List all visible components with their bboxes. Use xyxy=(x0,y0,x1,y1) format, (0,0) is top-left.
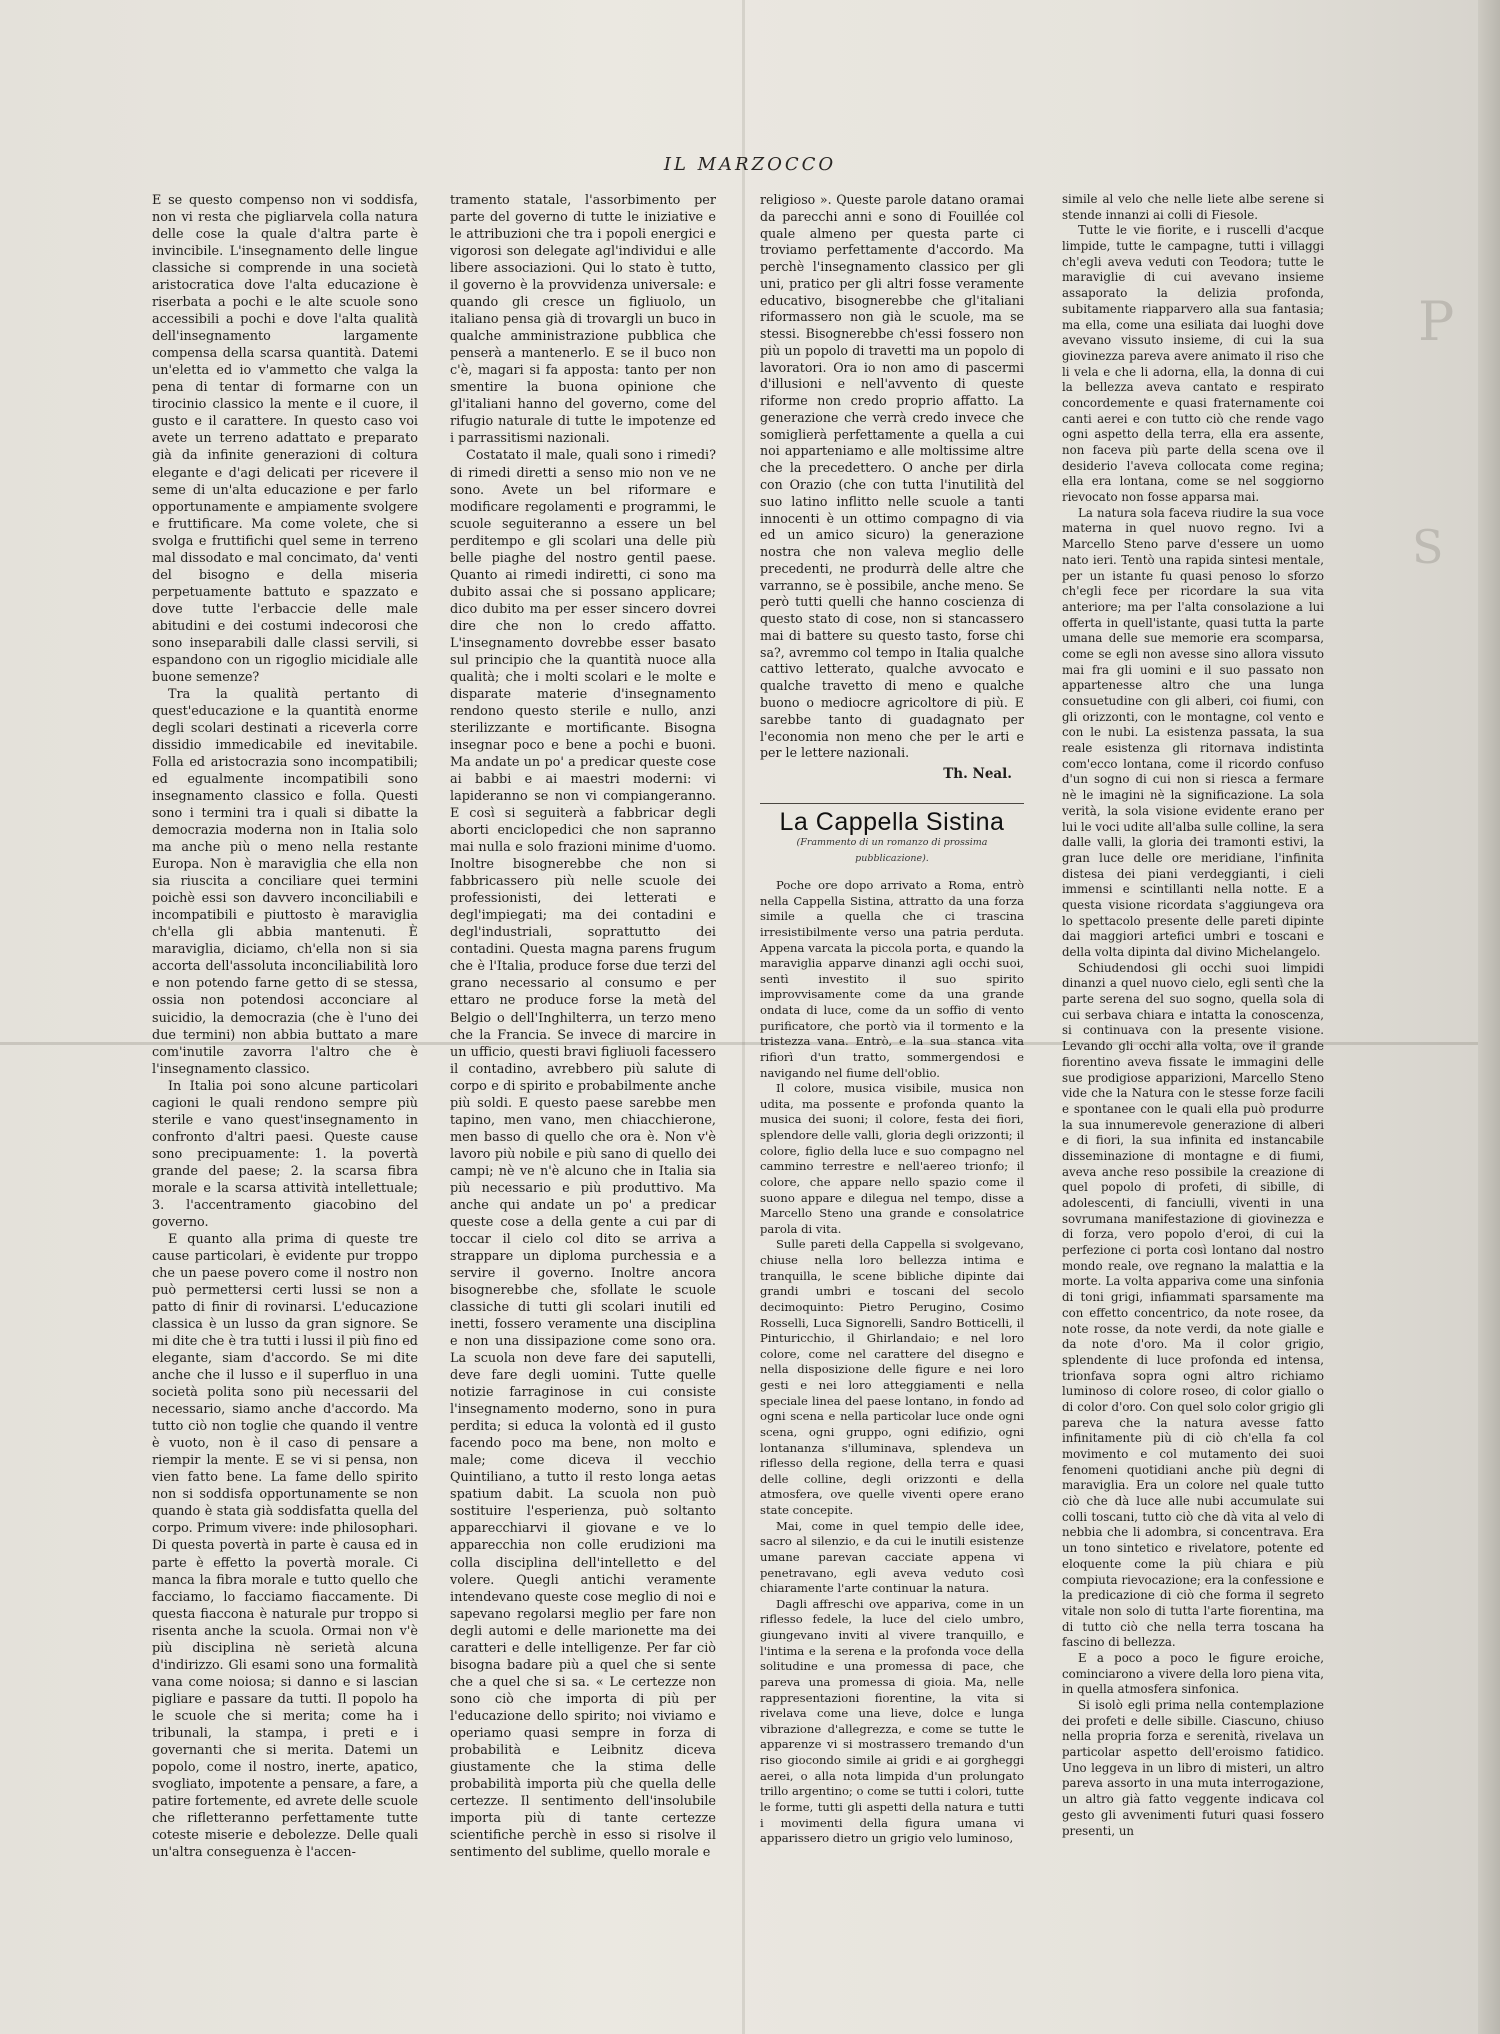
article-subtitle: (Frammento di un romanzo di prossima pubblicazione). xyxy=(796,836,988,865)
paragraph: Il colore, musica visibile, musica non udita, ma possente e profonda quanto la musica dei suoni; il colore, festa dei fiori, splendore delle valli, gloria degli orizzonti; il colore, figlio della luce e suo compagno nel cammino terrestre e nell'aereo trionfo; il colore, che appare nello spazio come il suono appare e dilegua nel tempo, disse a Marcello Steno una grande e consolatrice parola di vita. xyxy=(760,1081,1024,1236)
paragraph: In Italia poi sono alcune particolari cagioni le quali rendono sempre più sterile e vano quest'insegnamento in confronto d'altri paesi. Queste cause sono precipuamente: 1. la povertà grande del paese; 2. la scarsa fibra morale e la scarsa attività intellettuale; 3. l'accentramento giacobino del governo. xyxy=(152,1078,418,1230)
paragraph: E se questo compenso non vi soddisfa, non vi resta che pigliarvela colla natura delle cose la quale d'altra parte è invincibile. L'insegnamento delle lingue classiche si comprende in una società aristocratica dove l'alta educazione è riserbata a pochi e le alte scuole sono accessibili a pochi e dove l'alta qualità dell'insegnamento largamente compensa della scarsa quantità. Datemi un'eletta ed io v'ammetto che valga la pena di tentar di formarne con un tirocinio classico la mente e il cuore, il gusto e il carattere. In questo caso voi avete un terreno adattato e preparato già da infinite generazioni di coltura elegante e d'agi delicati per ricevere il seme di un'alta educazione e per farlo opportunamente e ampiamente svolgere e fruttificare. Ma come volete, che si svolga e fruttifichi quel seme in terreno mal dissodato e mal concimato, da' venti del bisogno e della miseria perpetuamente battuto e spazzato e dove tutte l'erbaccie delle male abitudini e dei costumi indecorosi che sono inseparabili dalle classi servili, si espandono con un rigoglio micidiale alle buone semenze? xyxy=(152,193,418,685)
paragraph: Costatato il male, quali sono i rimedi? di rimedi diretti a senso mio non ve ne sono. Avete un bel riformare e modificare regolamenti e programmi, le scuole seguiteranno a essere un bel perditempo e gli scolari una delle più belle piaghe del nostro gentil paese. Quanto ai rimedi indiretti, ci sono ma dubito assai che si possano applicare; dico dubito ma per esser sincero dovrei dire che non lo credo affatto. L'insegnamento dovrebbe esser basato sul principio che la quantità nuoce alla qualità; che i molti scolari e le molte e disparate materie d'insegnamento rendono questo sterile e nullo, anzi sterilizzante e mortificante. Bisogna insegnar poco e bene a pochi e buoni. Ma andate un po' a predicar queste cose ai babbi e ai maestri moderni: vi lapideranno se non vi compiangeranno. E così si seguiterà a fabbricar degli aborti enciclopedici che non sapranno mai nulla e solo frazioni minime d'uomo. Inoltre bisognerebbe che non si fabbricassero più nelle scuole dei professionisti, dei letterati e degl'impiegati; ma dei contadini e degl'industriali, soprattutto dei contadini. Questa magna parens frugum che è l'Italia, produce forse due terzi del grano necessario al consumo e per ettaro ne produce forse la metà del Belgio o dell'Inghilterra, un terzo meno che la Francia. Se invece di marcire in un ufficio, questi bravi figliuoli facessero il contadino, avrebbero più salute di corpo e di spirito e probabilmente anche più soldi. E questo paese sarebbe men tapino, men vano, men chiacchierone, men basso di quello che ora è. Non v'è lavoro più nobile e più sano di quello dei campi; nè ve n'è alcuno che in Italia sia più necessario e più produttivo. Ma anche qui andate un po' a predicar queste cose a della gente a cui par di toccar il cielo col dito se arriva a strappare un diploma purchessia e a servire il governo. Inoltre ancora bisognerebbe che, sfollate le scuole classiche di tutti gli scolari inutili ed inetti, fossero veramente una disciplina e non una dissipazione come sono ora. La scuola non deve fare dei saputelli, deve fare degli uomini. Tutte quelle notizie farraginose in cui consiste l'insegnamento moderno, sono in pura perdita; si educa la volontà ed il gusto facendo poco ma bene, non molto e male; come diceva il vecchio Quintiliano, a tutto il resto longa aetas spatium dabit. La scuola non può sostituire l'esperienza, può soltanto apparecchiarvi il giovane e ve lo apparecchia non colle erudizioni ma colla disciplina dell'intelletto e del volere. Quegli antichi veramente intendevano queste cose meglio di noi e sapevano regolarsi meglio per fare non degli automi e delle marionette ma dei caratteri e delle intelligenze. Per far ciò bisogna badare più a quel che si sente che a quel che si sa. « Le certezze non sono ciò che importa di più per l'educazione dello spirito; noi viviamo e operiamo quasi sempre in forza di probabilità e Leibnitz diceva giustamente che la stima delle probabilità importa più che quella delle certezze. Il sentimento dell'insolubile importa più di tante certezze scientifiche perchè in esso si risolve il sentimento del sublime, quello morale e xyxy=(450,448,716,1861)
paragraph: Si isolò egli prima nella contemplazione dei profeti e delle sibille. Ciascuno, chiuso nella propria forza e serenità, rivelava un particolar aspetto dell'eroismo fatidico. Uno leggeva in un libro di misteri, un altro pareva assorto in una muta interrogazione, un altro già fatto veggente indicava col gesto gli avvenimenti futuri quasi fossero presenti, un xyxy=(1062,1698,1324,1838)
text-column-2 xyxy=(450,192,716,1882)
page-edge-shadow xyxy=(1478,0,1500,2034)
paragraph: Dagli affreschi ove appariva, come in un riflesso fedele, la luce del cielo umbro, giungevano inviti al vivere tranquillo, e l'intima e la serena e la profonda voce della solitudine e una promessa di pace, che pareva una promessa di gioia. Ma, nelle rappresentazioni fiorentine, la vita si rivelava come una lieve, dolce e lunga vibrazione d'allegrezza, e come se tutte le apparenze vi si mostrassero tremando d'un riso giocondo simile ai gridi e ai gorgheggi aerei, o alla nota limpida d'un prolungato trillo argentino; o come se tutti i colori, tutte le forme, tutti gli aspetti della natura e tutti i movimenti della figura umana vi apparissero dietro un grigio velo luminoso, xyxy=(760,1596,1024,1846)
paragraph: La natura sola faceva riudire la sua voce materna in quel nuovo regno. Ivi a Marcello Steno parve d'essere un uomo nato ieri. Tentò una rapida sintesi mentale, per un istante fu quasi penoso lo sforzo ch'egli fece per ricordare la sua vita anteriore; ma per l'alta consolazione a lui offerta in quell'istante, quasi tutta la parte umana delle sue memorie era scomparsa, come se egli non avesse sino allora vissuto mai fra gli uomini e il suo passato non appartenesse altro che una lunga consuetudine con gli alberi, coi fiumi, con gli orizzonti, con le montagne, col vento e con le nubi. La esistenza passata, la sua reale esistenza gli ritornava indistinta com'ecco lontana, come il ricordo confuso d'un sogno di cui non si riesca a fermare nè le imagini nè la significazione. La sola verità, la sola visione evidente erano per lui le voci udite all'alba sulle colline, la sera dalle valli, la gloria dei tramonti estivi, la gran luce delle ore meridiane, l'infinita distesa dei piani verdeggianti, i cieli immensi e scintillanti nella notte. E a questa visione ricordata s'aggiungeva ora lo spettacolo presente delle pareti dipinte dai maggiori artefici umbri e toscani e della volta dipinta dal divino Michelangelo. xyxy=(1062,505,1324,959)
bleed-through-letter: S xyxy=(1412,520,1444,574)
paragraph: E quanto alla prima di queste tre cause particolari, è evidente pur troppo che un paese povero come il nostro non può permettersi certi lussi se non a patto di finir di rovinarsi. L'educazione classica è un lusso da gran signore. Se mi dite che è tra tutti i lussi il più fino ed elegante, siam d'accordo. Se mi dite anche che il lusso e il superfluo in una società polita sono più necessarii del necessario, siamo anche d'accordo. Ma tutto ciò non toglie che quando il ventre è vuoto, non è il caso di pensare a riempir la mente. E se vi si pensa, non vien fatto bene. La fame dello spirito non si soddisfa opportunamente se non quando è stata già soddisfatta quella del corpo. Primum vivere: inde philosophari. Di questa povertà in parte è causa ed in parte è effetto la povertà morale. Ci manca la fibra morale e tutto quello che facciamo, lo facciamo fiaccamente. Di questa fiaccona è naturale pur troppo si risenta anche la scuola. Ormai non v'è più disciplina nè serietà alcuna d'indirizzo. Gli esami sono una formalità vana come noiosa; si danno e si lascian pigliare e passare da tutti. Il popolo ha le scuole che si merita; come ha i tribunali, la stampa, i preti e i governanti che si merita. Datemi un popolo, come il nostro, inerte, apatico, svogliato, impotente a pensare, a fare, a patire fortemente, ed avrete delle scuole che rifletteranno perfettamente tutte coteste miserie e debolezze. Delle quali un'altra conseguenza è l'accen- xyxy=(152,1231,418,1861)
paragraph: Tra la qualità pertanto di quest'educazione e la quantità enorme degli scolari destinati a riceverla corre dissidio immedicabile ed inevitabile. Folla ed aristocrazia sono incompatibili; ed egualmente incompatibili sono insegnamento classico e folla. Questi sono i termini tra i quali si dibatte la democrazia moderna non in Italia solo ma anche più o meno nella restante Europa. Non è maraviglia che ella non sia riuscita a conciliare quei termini poichè essi son davvero inconciliabili e incompatibili e piuttosto è maraviglia ch'ella gli abbia mantenuti. È maraviglia, diciamo, ch'ella non si sia accorta dell'assoluta inconciliabilità loro e non potendo farne getto di se stessa, ossia non potendosi acconciare al suicidio, la democrazia (che è l'uno dei due termini) non abbia buttato a mare com'inutile zavorra l'altro che è l'insegnamento classico. xyxy=(152,686,418,1077)
paragraph: Tutte le vie fiorite, e i ruscelli d'acque limpide, tutte le campagne, tutti i villaggi ch'egli aveva veduti con Teodora; tutte le maraviglie di cui avevano insieme assaporato la delizia profonda, subitamente riapparvero alla sua fantasia; ma ella, come una esiliata dai luoghi dove avevano vissuto insieme, di cui la sua giovinezza pareva avere animato il riso che li vela e che li adorna, ella, la donna di cui la bellezza aveva cantato e respirato concordemente e quasi fraternamente coi canti aerei e con tutto ciò che rende vago ogni aspetto della terra, ella era assente, non faceva più parte della scena ove il desiderio l'aveva collocata come regina; ella era lontana, come se nel soggiorno rievocato non fosse apparsa mai. xyxy=(1062,223,1324,505)
paragraph: Poche ore dopo arrivato a Roma, entrò nella Cappella Sistina, attratto da una forza simile a quella che ci trascina irresistibilmente verso una patria perduta. Appena varcata la piccola porta, e quando la maraviglia apparve dinanzi agli occhi suoi, sentì investito il suo spirito improvvisamente come da una grande ondata di luce, come da un soffio di vento purificatore, che portò via il tormento e la tristezza vana. Entrò, e la sua stanca vita rifiorì d'un tratto, sommergendosi e navigando nel fiume dell'oblio. xyxy=(760,878,1024,1080)
paragraph: simile al velo che nelle liete albe serene si stende innanzi ai colli di Fiesole. xyxy=(1062,192,1324,222)
text-column-4 xyxy=(1062,192,1324,1882)
paragraph: Sulle pareti della Cappella si svolgevano, chiuse nella loro bellezza intima e tranquilla, le scene bibliche dipinte dai grandi umbri e toscani del secolo decimoquinto: Pietro Perugino, Cosimo Rosselli, Luca Signorelli, Sandro Botticelli, il Pinturicchio, il Ghirlandaio; e nel loro colore, come nel carattere del disegno e nella disposizione delle figure e nei loro gesti e nei loro atteggiamenti e nella speciale linea del paese lontano, in fondo ad ogni scena e nella particolar luce onde ogni scena, ogni gruppo, ogni edifizio, ogni lontananza s'illuminava, splendeva un riflesso della regione, della terra e quasi delle colline, degli orizzonti e della atmosfera, ove quelle viventi opere erano state concepite. xyxy=(760,1237,1024,1518)
paragraph: religioso ». Queste parole datano oramai da parecchi anni e sono di Fouillée col quale almeno per questa parte ci troviamo perfettamente d'accordo. Ma perchè l'insegnamento classico per gli uni, pratico per gli altri fosse veramente educativo, bisognerebbe che gl'italiani riformassero non già le scuole, ma se stessi. Bisognerebbe ch'essi fossero non più un popolo di travetti ma un popolo di lavoratori. Ora io non amo di pascermi d'illusioni e nell'avvento di queste riforme non credo proprio affatto. La generazione che verrà credo invece che somiglierà perfettamente a quella a cui noi apparteniamo e alle moltissime altre che la precedettero. O anche per dirla con Orazio (che con tutta l'inutilità del suo latino inflitto nelle scuole a tanti innocenti è un ottimo compagno di via ed un amico sicuro) la generazione nostra che non valeva meglio delle precedenti, ne produrrà delle altre che varranno, se è possibile, anche meno. Se però tutti quelli che hanno coscienza di questo stato di cose, non si stancassero mai di battere su questo tasto, forse chi sa?, avremmo col tempo in Italia qualche cattivo letterato, qualche avvocato e qualche travetto di meno e qualche buono o mediocre agricoltore di più. E sarebbe tanto di guadagnato per l'economia non meno che per le arti e per le lettere nazionali. xyxy=(760,192,1024,761)
text-column-1 xyxy=(152,192,418,1882)
paragraph: tramento statale, l'assorbimento per parte del governo di tutte le iniziative e le attribuzioni che tra i popoli energici e vigorosi son delegate agl'individui e alle libere associazioni. Qui lo stato è tutto, il governo è la provvidenza universale: e quando gli cresce un figliuolo, un italiano pensa già di trovargli un buco in qualche amministrazione pubblica che penserà a mantenerlo. E se il buco non c'è, magari si fa apposta: tanto per non smentire la buona opinione che gl'italiani hanno del governo, come del rifugio naturale di tutte le impotenze ed i parrassitismi nazionali. xyxy=(450,193,716,447)
paragraph: Mai, come in quel tempio delle idee, sacro al silenzio, e da cui le inutili esistenze umane parevan cacciate appena vi penetravano, egli aveva veduto così chiaramente l'arte continuar la natura. xyxy=(760,1518,1024,1596)
paragraph: E a poco a poco le figure eroiche, cominciarono a vivere della loro piena vita, in quella atmosfera sinfonica. xyxy=(1062,1650,1324,1697)
article-title: La Cappella Sistina xyxy=(760,803,1024,831)
paper-fold-vertical xyxy=(742,0,745,2034)
author-signature: Th. Neal. xyxy=(943,766,1012,783)
bleed-through-letter: P xyxy=(1418,290,1455,353)
paragraph: Schiudendosi gli occhi suoi limpidi dinanzi a quel nuovo cielo, egli sentì che la parte serena del suo sogno, quella sola di cui serbava chiara e intatta la conoscenza, si continuava con la presente visione. Levando gli occhi alla volta, ove il grande fiorentino aveva fissate le immagini delle sue prodigiose apparizioni, Marcello Steno vide che la Natura con le stesse forze facili e spontanee con le quali ella può produrre la sua innumerevole generazione di alberi e di fiori, la sua infinita ed instancabile disseminazione di montagne e di fiumi, aveva anche reso possibile la creazione di quel popolo di profeti, di sibille, di adolescenti, di fanciulli, viventi in una sovrumana manifestazione di giovinezza e di forza, vero popolo d'eroi, di cui la perfezione ci porta così lontano dal nostro mondo reale, ove regnano la malattia e la morte. La volta appariva come una sinfonia di toni grigi, infiammati sparsamente ma con effetto concentrico, da note rosee, da note rosse, da note verdi, da note gialle e da note d'oro. Ma il color grigio, splendente di luce profonda ed intensa, trionfava sopra ogni altro richiamo luminoso di colore roseo, di color giallo o di color d'oro. Con quel solo color grigio gli pareva che la natura avesse fatto infinitamente più di ciò ch'ella fa col movimento e col mutamento dei suoi fenomeni quotidiani anche più degni di maraviglia. Era un colore nel quale tutto ciò che dà luce alle nubi accumulate sui colli toscani, tutto ciò che dà vita al velo di nebbia che li adombra, si concentrava. Era un tono sintetico e rivelatore, potente ed eloquente come la più chiara e più compiuta rievocazione; era la confessione e la predicazione di ciò che forma il segreto vitale non solo di tutta l'arte fiorentina, ma di tutto ciò che nella terra toscana ha fascino di bellezza. xyxy=(1062,960,1324,1650)
text-column-3 xyxy=(760,192,1024,1882)
page-header: IL MARZOCCO xyxy=(663,154,837,175)
